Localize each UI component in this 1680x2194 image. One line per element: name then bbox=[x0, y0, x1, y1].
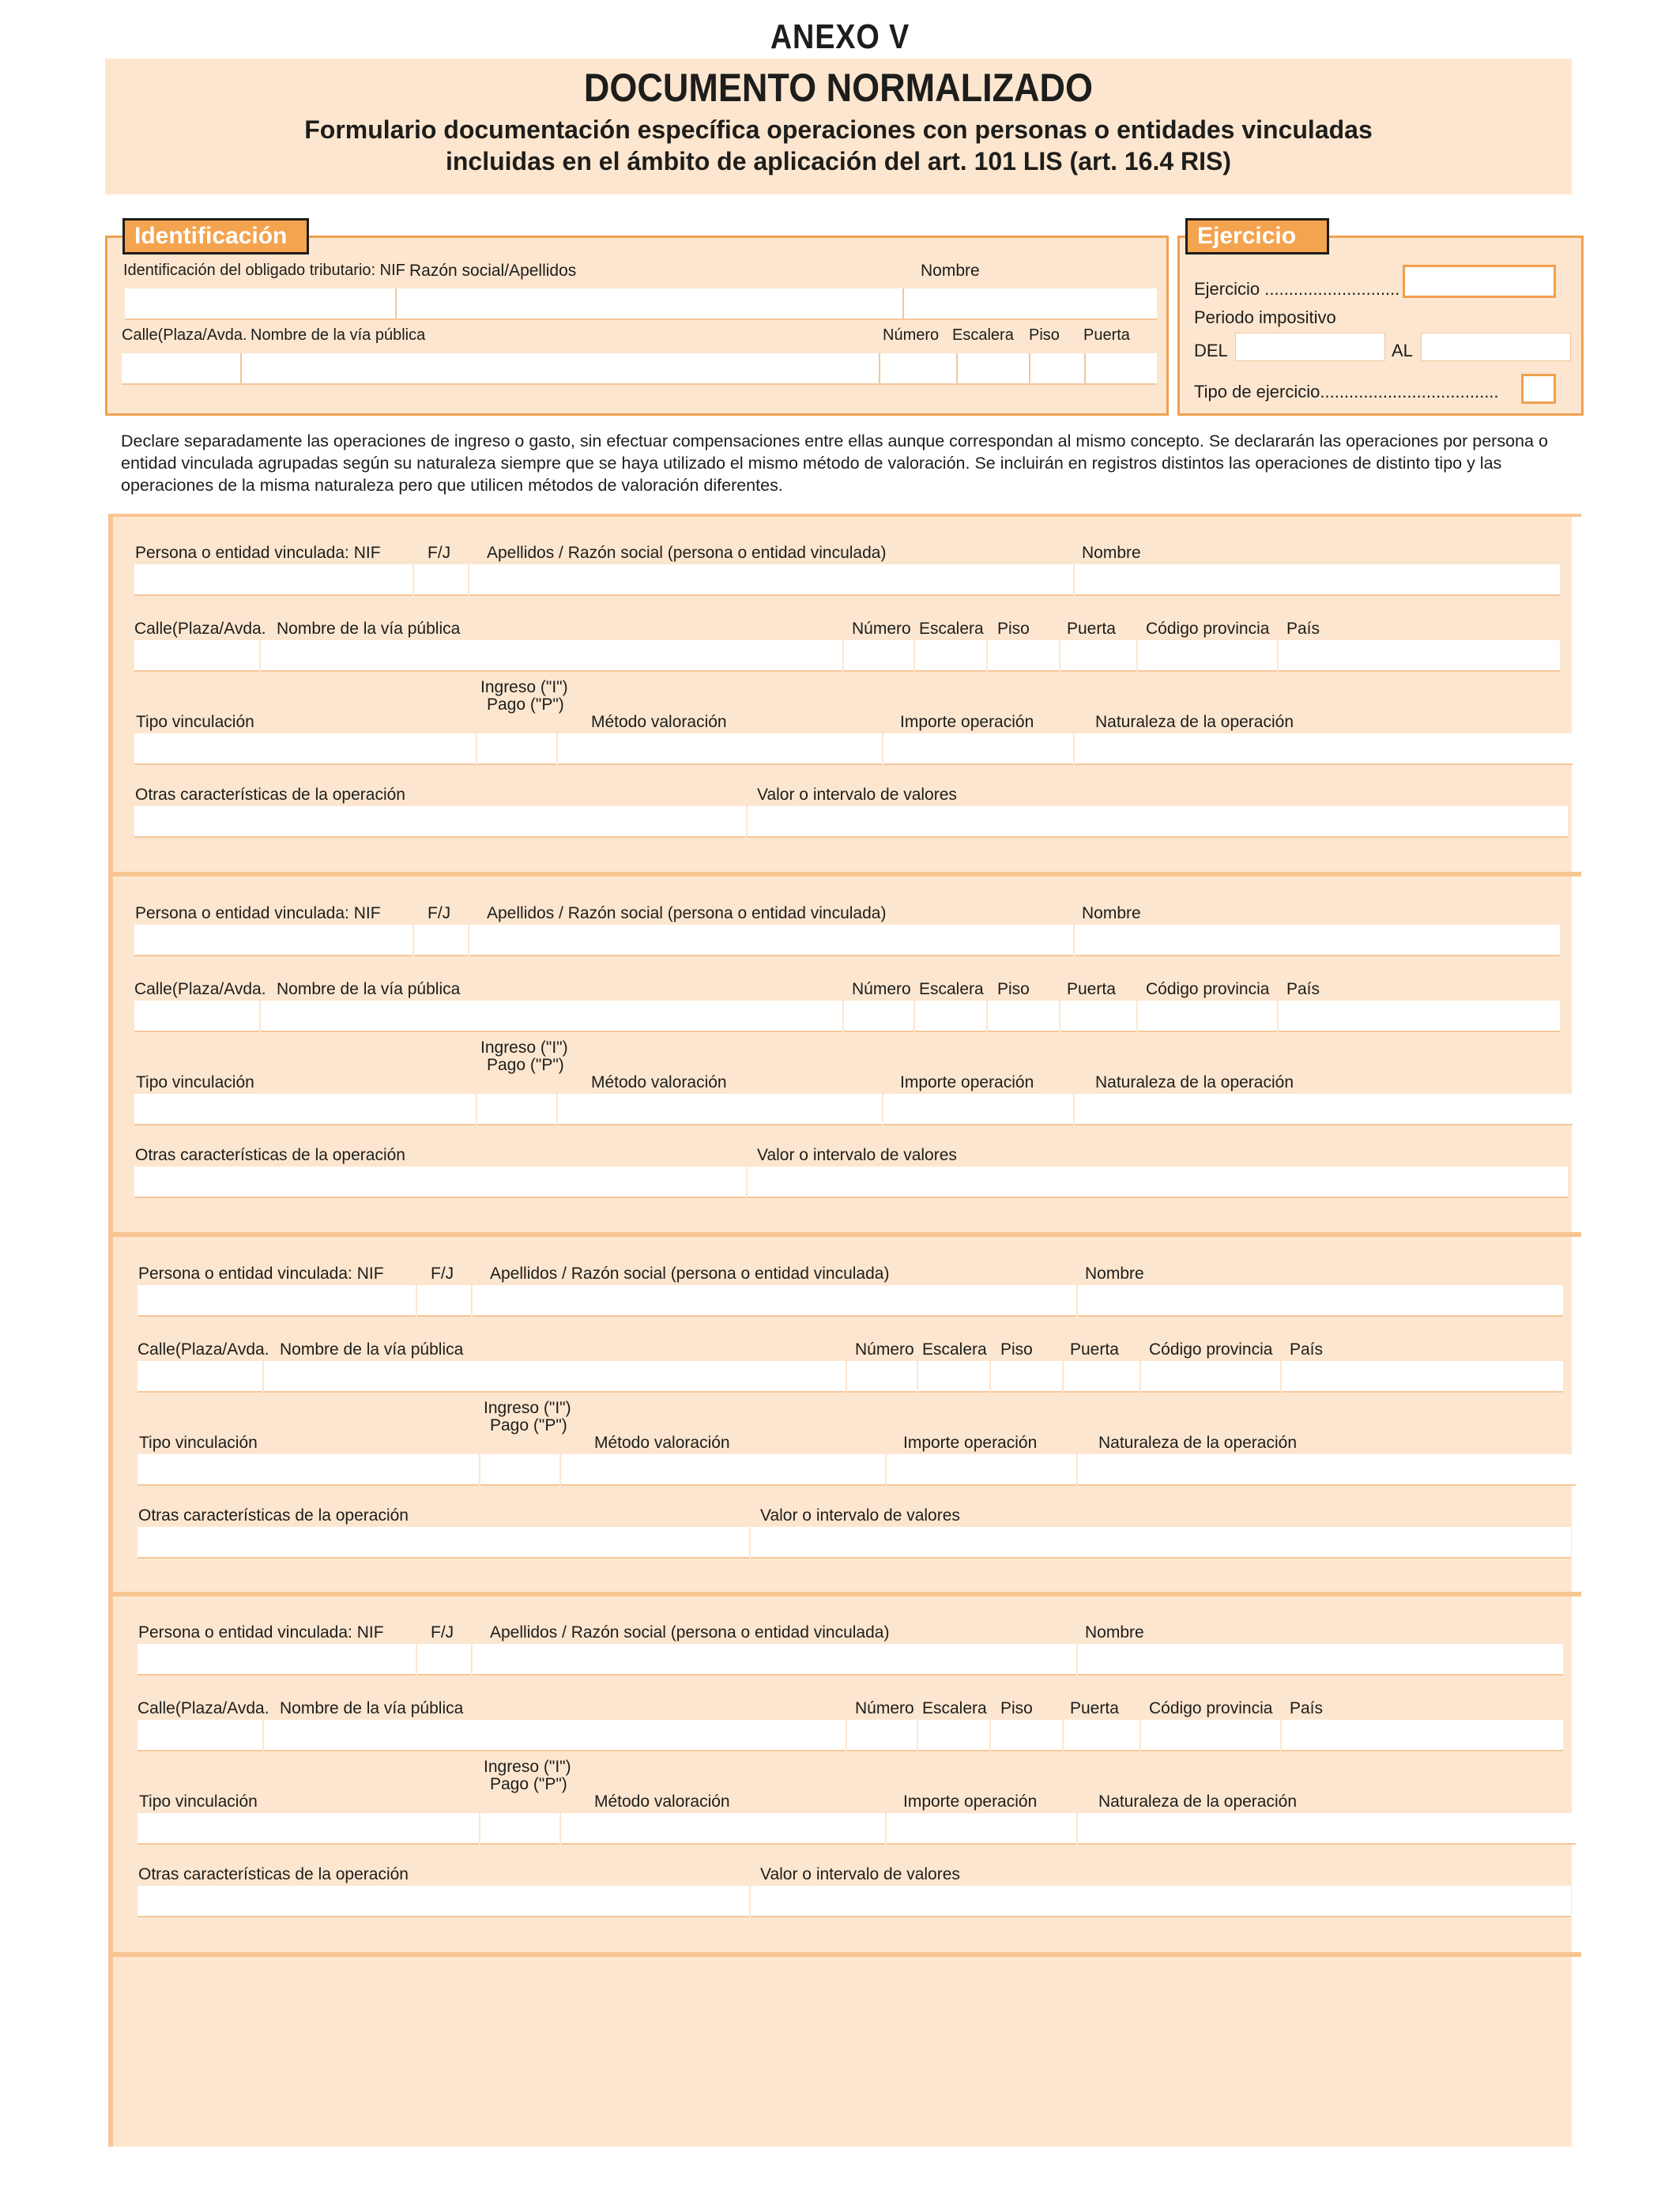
document-subtitle-line1: Formulario documentación específica operaciones con personas o entidades vinculadas bbox=[304, 115, 1373, 144]
nombre-input[interactable] bbox=[904, 288, 1157, 319]
escalera-label: Escalera bbox=[919, 980, 984, 998]
nif-input[interactable] bbox=[125, 288, 395, 319]
otras-label: Otras características de la operación bbox=[135, 1146, 405, 1164]
valor-label: Valor o intervalo de valores bbox=[760, 1865, 960, 1883]
ingreso-pago-input[interactable] bbox=[477, 733, 556, 765]
nombre-label: Nombre bbox=[921, 262, 980, 280]
pais-label: País bbox=[1290, 1699, 1324, 1717]
via-label: Nombre de la vía pública bbox=[277, 980, 461, 998]
naturaleza-label: Naturaleza de la operación bbox=[1098, 1793, 1297, 1811]
nif-input[interactable] bbox=[137, 1285, 416, 1317]
puerta-input[interactable] bbox=[1064, 1361, 1139, 1393]
tipo-ejercicio-checkbox[interactable] bbox=[1521, 374, 1556, 404]
pago-label: Pago ("P") bbox=[490, 1775, 567, 1793]
calle-input[interactable] bbox=[137, 1361, 262, 1393]
naturaleza-input[interactable] bbox=[1075, 733, 1573, 765]
via-input[interactable] bbox=[264, 1720, 846, 1751]
del-label: DEL bbox=[1194, 341, 1228, 360]
via-label: Nombre de la vía pública bbox=[280, 1699, 464, 1717]
metodo-valoracion-input[interactable] bbox=[561, 1813, 885, 1845]
apellidos-input[interactable] bbox=[469, 564, 1073, 596]
tipo-label: Tipo vinculación bbox=[139, 1793, 258, 1811]
periodo-al-input[interactable] bbox=[1421, 333, 1571, 361]
calle-label: Calle(Plaza/Avda. bbox=[134, 620, 266, 638]
escalera-label: Escalera bbox=[919, 620, 984, 638]
provincia-label: Código provincia bbox=[1149, 1340, 1273, 1359]
importe-input[interactable] bbox=[887, 1813, 1076, 1845]
calle-label: Calle(Plaza/Avda. bbox=[137, 1699, 269, 1717]
apellidos-label: Apellidos / Razón social (persona o entidad vinculada) bbox=[487, 904, 887, 922]
instructions-note: Declare separadamente las operaciones de ingreso o gasto, sin efectuar compensaciones entre ellas aunque correspondan al mismo concepto. Se declararán las operaciones por persona o entidad vinculada agrupadas según su naturaleza siempre que se haya utilizado el mismo método de valoración. Se incluirán en registros distintos las operaciones de distinto tipo y las operaciones de la misma naturaleza pero que utilicen métodos de valoración diferentes. bbox=[121, 432, 1548, 495]
document-title: DOCUMENTO NORMALIZADO bbox=[583, 66, 1094, 110]
apellidos-input[interactable] bbox=[473, 1644, 1076, 1676]
metodo-valoracion-input[interactable] bbox=[558, 733, 882, 765]
nombre-input[interactable] bbox=[1075, 564, 1560, 596]
fj-input[interactable] bbox=[417, 1644, 471, 1676]
escalera-input[interactable] bbox=[915, 1001, 986, 1032]
pais-input[interactable] bbox=[1279, 640, 1560, 672]
nombre-input[interactable] bbox=[1078, 1644, 1563, 1676]
nombre-label: Nombre bbox=[1082, 904, 1141, 922]
operation-divider bbox=[108, 1952, 1581, 1957]
puerta-label: Puerta bbox=[1070, 1699, 1119, 1717]
via-label: Nombre de la vía pública bbox=[277, 620, 461, 638]
domicilio-row-fields bbox=[122, 353, 1157, 385]
numero-label: Número bbox=[852, 620, 911, 638]
nif-input[interactable] bbox=[134, 925, 412, 956]
numero-label: Número bbox=[883, 326, 940, 344]
escalera-label: Escalera bbox=[922, 1340, 987, 1359]
puerta-input[interactable] bbox=[1060, 1001, 1136, 1032]
piso-input[interactable] bbox=[991, 1361, 1062, 1393]
ejercicio-input[interactable] bbox=[1403, 265, 1556, 298]
puerta-input[interactable] bbox=[1086, 353, 1157, 383]
operations-left-border bbox=[108, 515, 113, 2147]
ejercicio-label: Ejercicio ............................ bbox=[1194, 279, 1400, 299]
numero-input[interactable] bbox=[880, 353, 956, 383]
calle-label: Calle(Plaza/Avda. bbox=[134, 980, 266, 998]
valor-input[interactable] bbox=[748, 1167, 1568, 1198]
via-input[interactable] bbox=[242, 353, 879, 383]
via-input[interactable] bbox=[261, 640, 842, 672]
valor-input[interactable] bbox=[751, 1527, 1571, 1559]
numero-label: Número bbox=[855, 1699, 914, 1717]
tipo-label: Tipo vinculación bbox=[139, 1434, 258, 1452]
via-input[interactable] bbox=[261, 1001, 842, 1032]
naturaleza-label: Naturaleza de la operación bbox=[1095, 713, 1294, 731]
razon-social-label: Razón social/Apellidos bbox=[409, 262, 577, 280]
importe-label: Importe operación bbox=[903, 1434, 1038, 1452]
otras-caracteristicas-input[interactable] bbox=[137, 1527, 749, 1559]
nif-label: Persona o entidad vinculada: NIF bbox=[138, 1265, 384, 1283]
ingreso-pago-input[interactable] bbox=[480, 1454, 559, 1486]
naturaleza-input[interactable] bbox=[1078, 1454, 1576, 1486]
apellidos-input[interactable] bbox=[473, 1285, 1076, 1317]
title-band bbox=[105, 58, 1572, 194]
numero-label: Número bbox=[855, 1340, 914, 1359]
pais-input[interactable] bbox=[1282, 1720, 1563, 1751]
puerta-label: Puerta bbox=[1070, 1340, 1119, 1359]
tipo-ejercicio-label: Tipo de ejercicio..................................... bbox=[1194, 382, 1499, 401]
piso-input[interactable] bbox=[991, 1720, 1062, 1751]
periodo-label: Periodo impositivo bbox=[1194, 307, 1336, 327]
valor-label: Valor o intervalo de valores bbox=[757, 786, 957, 804]
fj-label: F/J bbox=[428, 904, 451, 922]
apellidos-label: Apellidos / Razón social (persona o entidad vinculada) bbox=[490, 1623, 890, 1642]
calle-input[interactable] bbox=[134, 1001, 259, 1032]
nif-input[interactable] bbox=[134, 564, 412, 596]
importe-input[interactable] bbox=[883, 733, 1073, 765]
metodo-label: Método valoración bbox=[594, 1434, 730, 1452]
operation-divider bbox=[108, 1232, 1581, 1237]
calle-label: Calle(Plaza/Avda. bbox=[122, 326, 247, 344]
annex-heading: ANEXO V bbox=[770, 17, 910, 56]
al-label: AL bbox=[1392, 341, 1413, 360]
ingreso-label: Ingreso ("I") bbox=[480, 678, 568, 696]
operations-top-border bbox=[108, 514, 1581, 517]
puerta-label: Puerta bbox=[1067, 620, 1116, 638]
naturaleza-input[interactable] bbox=[1075, 1094, 1573, 1125]
importe-label: Importe operación bbox=[903, 1793, 1038, 1811]
puerta-label: Puerta bbox=[1067, 980, 1116, 998]
provincia-input[interactable] bbox=[1138, 640, 1277, 672]
importe-label: Importe operación bbox=[900, 1073, 1034, 1091]
apellidos-input[interactable] bbox=[469, 925, 1073, 956]
fj-label: F/J bbox=[428, 544, 451, 562]
nif-label: Persona o entidad vinculada: NIF bbox=[135, 544, 381, 562]
numero-input[interactable] bbox=[844, 640, 913, 672]
via-label: Nombre de la vía pública bbox=[280, 1340, 464, 1359]
metodo-label: Método valoración bbox=[591, 713, 727, 731]
piso-label: Piso bbox=[997, 980, 1030, 998]
escalera-label: Escalera bbox=[922, 1699, 987, 1717]
escalera-input[interactable] bbox=[958, 353, 1029, 383]
piso-label: Piso bbox=[997, 620, 1030, 638]
escalera-input[interactable] bbox=[915, 640, 986, 672]
piso-input[interactable] bbox=[1030, 353, 1084, 383]
escalera-input[interactable] bbox=[918, 1720, 989, 1751]
puerta-input[interactable] bbox=[1064, 1720, 1139, 1751]
tipo-vinculacion-input[interactable] bbox=[137, 1813, 479, 1845]
nombre-input[interactable] bbox=[1075, 925, 1560, 956]
apellidos-label: Apellidos / Razón social (persona o entidad vinculada) bbox=[490, 1265, 890, 1283]
periodo-del-input[interactable] bbox=[1235, 333, 1385, 361]
metodo-valoracion-input[interactable] bbox=[561, 1454, 885, 1486]
pago-label: Pago ("P") bbox=[487, 696, 564, 714]
document-subtitle-line2: incluidas en el ámbito de aplicación del art. 101 LIS (art. 16.4 RIS) bbox=[445, 147, 1232, 175]
metodo-label: Método valoración bbox=[591, 1073, 727, 1091]
numero-input[interactable] bbox=[847, 1361, 917, 1393]
provincia-input[interactable] bbox=[1138, 1001, 1277, 1032]
ejercicio-tab: Ejercicio bbox=[1185, 218, 1329, 254]
valor-input[interactable] bbox=[751, 1886, 1571, 1917]
calle-input[interactable] bbox=[134, 640, 259, 672]
fj-label: F/J bbox=[431, 1623, 454, 1642]
pais-input[interactable] bbox=[1282, 1361, 1563, 1393]
importe-label: Importe operación bbox=[900, 713, 1034, 731]
otras-label: Otras características de la operación bbox=[135, 786, 405, 804]
ingreso-pago-input[interactable] bbox=[477, 1094, 556, 1125]
tipo-vinculacion-input[interactable] bbox=[134, 733, 476, 765]
ingreso-pago-input[interactable] bbox=[480, 1813, 559, 1845]
ejercicio-panel bbox=[1177, 236, 1584, 416]
puerta-label: Puerta bbox=[1083, 326, 1130, 344]
naturaleza-label: Naturaleza de la operación bbox=[1098, 1434, 1297, 1452]
otras-label: Otras características de la operación bbox=[138, 1506, 409, 1525]
tipo-vinculacion-input[interactable] bbox=[134, 1094, 476, 1125]
calle-input[interactable] bbox=[137, 1720, 262, 1751]
provincia-input[interactable] bbox=[1141, 1720, 1280, 1751]
piso-input[interactable] bbox=[988, 640, 1059, 672]
piso-label: Piso bbox=[1029, 326, 1060, 344]
ingreso-label: Ingreso ("I") bbox=[484, 1399, 571, 1417]
nombre-label: Nombre bbox=[1082, 544, 1141, 562]
piso-input[interactable] bbox=[988, 1001, 1059, 1032]
nif-label: Persona o entidad vinculada: NIF bbox=[135, 904, 381, 922]
obligado-row-fields bbox=[125, 288, 1157, 320]
nif-label: Identificación del obligado tributario: NIF bbox=[123, 262, 405, 279]
via-input[interactable] bbox=[264, 1361, 846, 1393]
fj-label: F/J bbox=[431, 1265, 454, 1283]
numero-input[interactable] bbox=[844, 1001, 913, 1032]
fj-input[interactable] bbox=[417, 1285, 471, 1317]
piso-label: Piso bbox=[1000, 1340, 1033, 1359]
piso-label: Piso bbox=[1000, 1699, 1033, 1717]
nombre-label: Nombre bbox=[1085, 1623, 1144, 1642]
valor-label: Valor o intervalo de valores bbox=[760, 1506, 960, 1525]
naturaleza-input[interactable] bbox=[1078, 1813, 1576, 1845]
escalera-label: Escalera bbox=[952, 326, 1014, 344]
importe-input[interactable] bbox=[883, 1094, 1073, 1125]
nombre-input[interactable] bbox=[1078, 1285, 1563, 1317]
valor-label: Valor o intervalo de valores bbox=[757, 1146, 957, 1164]
identificacion-panel bbox=[105, 236, 1169, 416]
ingreso-label: Ingreso ("I") bbox=[484, 1758, 571, 1776]
provincia-label: Código provincia bbox=[1146, 980, 1270, 998]
nif-input[interactable] bbox=[137, 1644, 416, 1676]
otras-label: Otras características de la operación bbox=[138, 1865, 409, 1883]
calle-label: Calle(Plaza/Avda. bbox=[137, 1340, 269, 1359]
nif-label: Persona o entidad vinculada: NIF bbox=[138, 1623, 384, 1642]
importe-input[interactable] bbox=[887, 1454, 1076, 1486]
operation-divider bbox=[108, 872, 1581, 876]
provincia-label: Código provincia bbox=[1146, 620, 1270, 638]
fj-input[interactable] bbox=[414, 925, 468, 956]
fj-input[interactable] bbox=[414, 564, 468, 596]
metodo-valoracion-input[interactable] bbox=[558, 1094, 882, 1125]
pais-label: País bbox=[1290, 1340, 1324, 1359]
naturaleza-label: Naturaleza de la operación bbox=[1095, 1073, 1294, 1091]
operation-divider bbox=[108, 1592, 1581, 1596]
ingreso-label: Ingreso ("I") bbox=[480, 1039, 568, 1057]
pais-input[interactable] bbox=[1279, 1001, 1560, 1032]
calle-input[interactable] bbox=[122, 353, 240, 383]
valor-input[interactable] bbox=[748, 806, 1568, 838]
numero-input[interactable] bbox=[847, 1720, 917, 1751]
pago-label: Pago ("P") bbox=[490, 1416, 567, 1434]
otras-caracteristicas-input[interactable] bbox=[134, 1167, 746, 1198]
otras-caracteristicas-input[interactable] bbox=[137, 1886, 749, 1917]
otras-caracteristicas-input[interactable] bbox=[134, 806, 746, 838]
pais-label: País bbox=[1286, 980, 1320, 998]
escalera-input[interactable] bbox=[918, 1361, 989, 1393]
provincia-label: Código provincia bbox=[1149, 1699, 1273, 1717]
razon-social-input[interactable] bbox=[397, 288, 902, 319]
via-label: Nombre de la vía pública bbox=[250, 326, 426, 344]
pais-label: País bbox=[1286, 620, 1320, 638]
tipo-label: Tipo vinculación bbox=[136, 1073, 254, 1091]
nombre-label: Nombre bbox=[1085, 1265, 1144, 1283]
provincia-input[interactable] bbox=[1141, 1361, 1280, 1393]
identificacion-tab: Identificación bbox=[122, 218, 309, 254]
metodo-label: Método valoración bbox=[594, 1793, 730, 1811]
tipo-vinculacion-input[interactable] bbox=[137, 1454, 479, 1486]
apellidos-label: Apellidos / Razón social (persona o entidad vinculada) bbox=[487, 544, 887, 562]
tipo-label: Tipo vinculación bbox=[136, 713, 254, 731]
pago-label: Pago ("P") bbox=[487, 1056, 564, 1074]
numero-label: Número bbox=[852, 980, 911, 998]
puerta-input[interactable] bbox=[1060, 640, 1136, 672]
